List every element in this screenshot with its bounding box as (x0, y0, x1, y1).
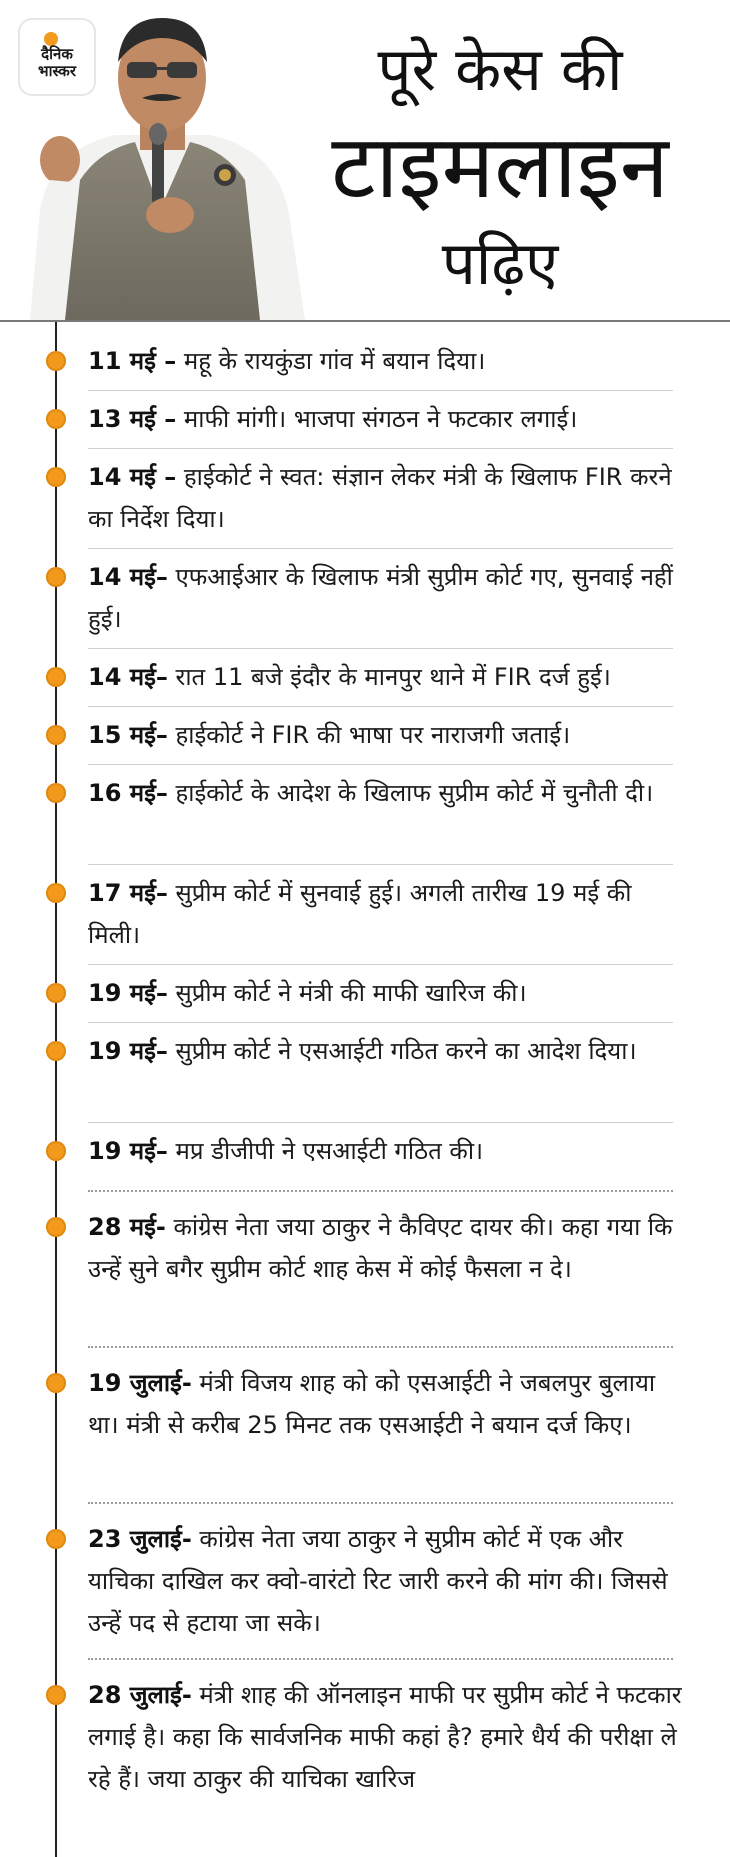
entry-date: 16 मई– (88, 779, 168, 807)
separator (88, 964, 673, 965)
page-title (280, 28, 720, 306)
entry-text: मप्र डीजीपी ने एसआईटी गठित की। (167, 1137, 484, 1165)
entry-date: 19 मई– (88, 1037, 168, 1065)
entry-text: सुप्रीम कोर्ट ने एसआईटी गठित करने का आदेश दिया। (167, 1037, 637, 1065)
timeline-dot-icon (46, 667, 66, 687)
entry-date: 23 जुलाई- (88, 1525, 192, 1553)
entry-text: हाईकोर्ट ने स्वत: संज्ञान लेकर मंत्री के खिलाफ FIR करने का निर्देश दिया। (88, 463, 672, 533)
entry-date: 19 मई– (88, 1137, 168, 1165)
separator (88, 548, 673, 549)
entry-date: 11 मई – (88, 347, 177, 375)
entry-date: 15 मई– (88, 721, 168, 749)
timeline-dot-icon (46, 1685, 66, 1705)
timeline-entry (88, 398, 683, 440)
logo-line2: भास्कर (38, 62, 76, 80)
entry-text: माफी मांगी। भाजपा संगठन ने फटकार लगाई। (176, 405, 578, 433)
entry-date: 19 जुलाई- (88, 1369, 192, 1397)
timeline-entry (88, 1518, 683, 1644)
header (0, 0, 730, 320)
title-line2: टाइमलाइन (331, 115, 669, 218)
entry-text: मंत्री विजय शाह को को एसआईटी ने जबलपुर बुलाया था। मंत्री से करीब 25 मिनट तक एसआईटी ने बयान दर्ज किए। (88, 1369, 656, 1439)
separator (88, 1190, 673, 1192)
timeline-entry (88, 556, 683, 640)
timeline-dot-icon (46, 883, 66, 903)
separator (88, 448, 673, 449)
timeline-dot-icon (46, 725, 66, 745)
header-divider (0, 320, 730, 322)
separator (88, 1658, 673, 1660)
entry-date: 14 मई – (88, 463, 177, 491)
entry-text: सुप्रीम कोर्ट ने मंत्री की माफी खारिज की। (167, 979, 527, 1007)
timeline-dot-icon (46, 467, 66, 487)
timeline-dot-icon (46, 567, 66, 587)
separator (88, 706, 673, 707)
separator (88, 1122, 673, 1123)
timeline-dot-icon (46, 1141, 66, 1161)
entry-date: 28 जुलाई- (88, 1681, 192, 1709)
entry-text: महू के रायकुंडा गांव में बयान दिया। (176, 347, 486, 375)
timeline-entry (88, 872, 683, 956)
separator (88, 1502, 673, 1504)
timeline-entry (88, 1206, 683, 1290)
entry-text: रात 11 बजे इंदौर के मानपुर थाने में FIR दर्ज हुई। (167, 663, 611, 691)
entry-date: 19 मई– (88, 979, 168, 1007)
timeline-entry (88, 1362, 683, 1446)
title-line1: पूरे केस की (377, 35, 623, 105)
entry-text: हाईकोर्ट के आदेश के खिलाफ सुप्रीम कोर्ट में चुनौती दी। (167, 779, 654, 807)
timeline-dot-icon (46, 1041, 66, 1061)
timeline-entry (88, 1130, 683, 1172)
entry-date: 14 मई– (88, 563, 168, 591)
timeline-dot-icon (46, 409, 66, 429)
entry-text: एफआईआर के खिलाफ मंत्री सुप्रीम कोर्ट गए, सुनवाई नहीं हुई। (88, 563, 673, 633)
entry-date: 17 मई– (88, 879, 168, 907)
logo-line1: दैनिक (41, 45, 73, 63)
timeline-entry (88, 340, 683, 382)
entry-text: कांग्रेस नेता जया ठाकुर ने कैविएट दायर की। कहा गया कि उन्हें सुने बगैर सुप्रीम कोर्ट शाह केस में कोई फैसला न दे। (88, 1213, 673, 1283)
title-line3: पढ़िए (441, 229, 559, 299)
timeline-entry (88, 1030, 683, 1072)
timeline-dot-icon (46, 783, 66, 803)
entry-date: 28 मई- (88, 1213, 166, 1241)
entry-date: 14 मई– (88, 663, 168, 691)
timeline-dot-icon (46, 1217, 66, 1237)
timeline-dot-icon (46, 1529, 66, 1549)
timeline-entry (88, 456, 683, 540)
timeline-dot-icon (46, 983, 66, 1003)
separator (88, 1022, 673, 1023)
separator (88, 1346, 673, 1348)
timeline-dot-icon (46, 351, 66, 371)
separator (88, 390, 673, 391)
timeline-entry (88, 714, 683, 756)
separator (88, 864, 673, 865)
entry-text: हाईकोर्ट ने FIR की भाषा पर नाराजगी जताई। (167, 721, 571, 749)
logo (20, 20, 94, 94)
entry-text: सुप्रीम कोर्ट में सुनवाई हुई। अगली तारीख 19 मई की मिली। (88, 879, 632, 949)
logo-sun-icon (44, 32, 58, 46)
timeline-entry (88, 1674, 683, 1800)
timeline-entry (88, 772, 683, 814)
timeline-entry (88, 656, 683, 698)
separator (88, 648, 673, 649)
timeline-axis (55, 322, 57, 1857)
separator (88, 764, 673, 765)
entry-date: 13 मई – (88, 405, 177, 433)
timeline-dot-icon (46, 1373, 66, 1393)
entry-text: कांग्रेस नेता जया ठाकुर ने सुप्रीम कोर्ट में एक और याचिका दाखिल कर क्वो-वारंटो रिट जारी करने की मांग की। जिससे उन्हें पद से हटाया जा सके। (88, 1525, 668, 1637)
entry-text: मंत्री शाह की ऑनलाइन माफी पर सुप्रीम कोर्ट ने फटकार लगाई है। कहा कि सार्वजनिक माफी कहां है? हमारे धैर्य की परीक्षा ले रहे हैं। जया ठाकुर की याचिका खारिज (88, 1681, 682, 1793)
timeline-entry (88, 972, 683, 1014)
